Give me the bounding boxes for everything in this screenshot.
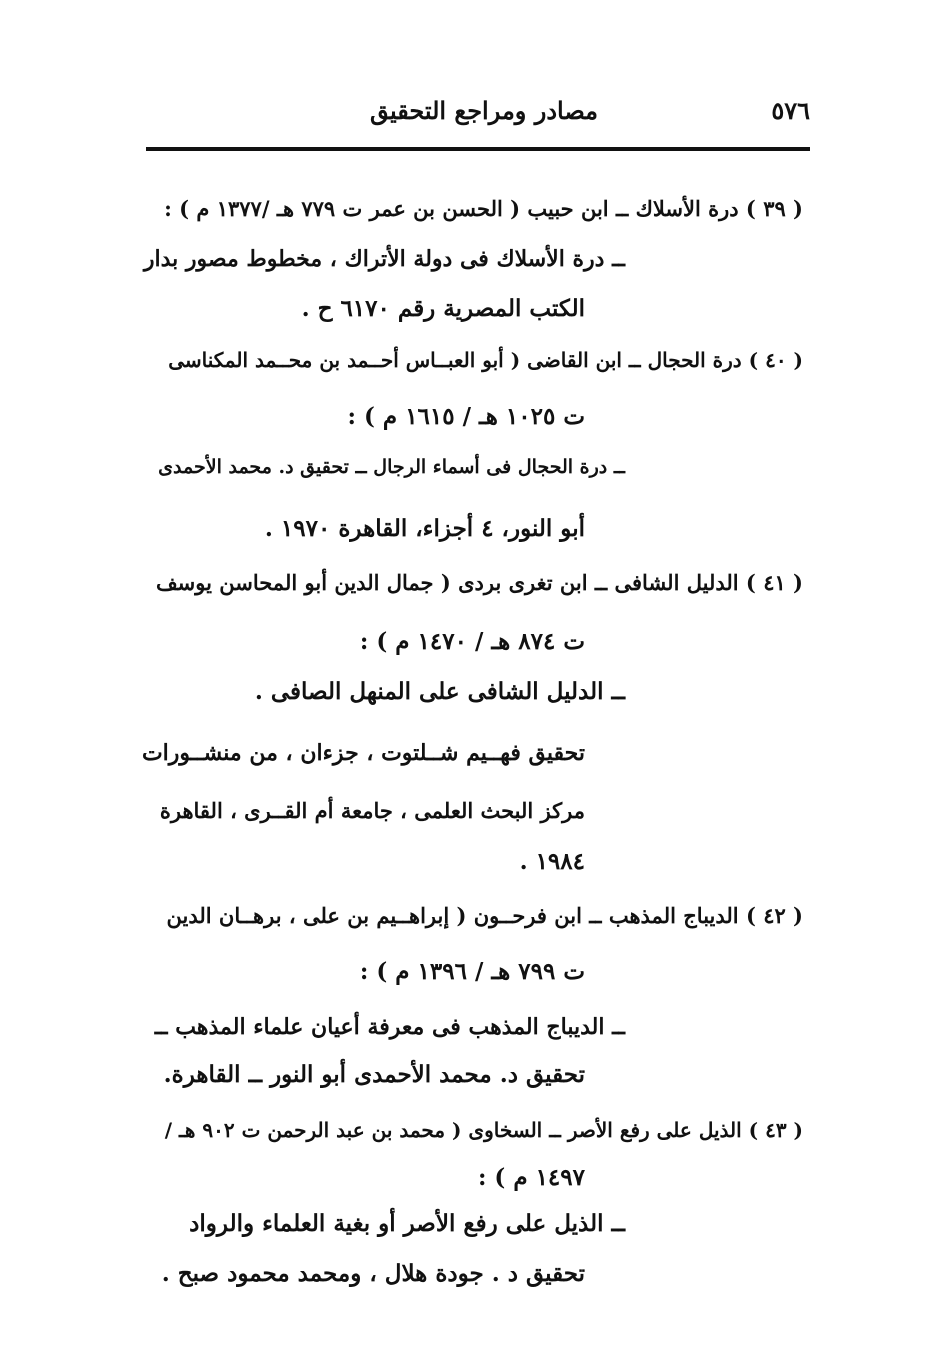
entry-40-line-1: ــ درة الحجال فى أسماء الرجال ــ تحقيق د. محمد الأحمدى [158, 456, 625, 478]
entry-43-heading-cont: ١٤٩٧ م ) : [477, 1164, 585, 1191]
entry-42-heading: ( ٤٢ ) الديباج المذهب ــ ابن فرحــون ( إبراهــيم بن على ، برهــان الدين [166, 903, 803, 928]
entry-40-heading-cont: ت ١٠٢٥ هـ / ١٦١٥ م ) : [347, 403, 585, 430]
entry-42-line-2: تحقيق د. محمد الأحمدى أبو النور ــ القاهرة. [163, 1061, 585, 1088]
entry-41-line-1: ــ الدليل الشافى على المنهل الصافى . [254, 678, 625, 705]
entry-41-line-3: مركز البحث العلمى ، جامعة أم القــرى ، القاهرة [159, 798, 585, 823]
entry-42-heading-cont: ت ٧٩٩ هـ / ١٣٩٦ م ) : [359, 958, 585, 985]
entry-40-heading: ( ٤٠ ) درة الحجال ــ ابن القاضى ( أبو العبــاس أحــمد بن محــمد المكناسى [168, 348, 803, 372]
entry-41-line-4: ١٩٨٤ . [519, 848, 585, 875]
running-title: مصادر ومراجع التحقيق [369, 96, 598, 125]
entry-39-line-1: ــ درة الأسلاك فى دولة الأتراك ، مخطوط مصور بدار [143, 246, 625, 272]
page-header [146, 96, 810, 136]
entry-43-line-2: تحقيق د . جودة هلال ، ومحمد محمود صبح . [161, 1260, 585, 1287]
entry-41-line-2: تحقيق فهــيم شــلتوت ، جزءان ، من منشــورات [141, 740, 585, 766]
entry-39-line-2: الكتب المصرية رقم ٦١٧٠ ح . [301, 295, 585, 322]
entry-43-heading: ( ٤٣ ) الذيل على رفع الأصر ــ السخاوى ( محمد بن عبد الرحمن ت ٩٠٢ هـ / [164, 1118, 803, 1142]
entry-43-line-1: ــ الذيل على رفع الأصر أو بغية العلماء والرواد [189, 1210, 625, 1237]
entry-41-heading-cont: ت ٨٧٤ هـ / ١٤٧٠ م ) : [359, 628, 585, 655]
page-number: ٥٧٦ [771, 96, 810, 125]
entry-42-line-1: ــ الديباج المذهب فى معرفة أعيان علماء المذهب ــ [154, 1014, 625, 1040]
header-rule [146, 147, 810, 151]
entry-40-line-2: أبو النور، ٤ أجزاء، القاهرة ١٩٧٠ . [264, 515, 585, 542]
entry-41-heading: ( ٤١ ) الدليل الشافى ــ ابن تغرى بردى ( جمال الدين أبو المحاسن يوسف [155, 570, 803, 595]
entry-39-heading: ( ٣٩ ) درة الأسلاك ــ ابن حبيب ( الحسن بن عمر ت ٧٧٩ هـ /١٣٧٧ م ) : [164, 196, 803, 221]
